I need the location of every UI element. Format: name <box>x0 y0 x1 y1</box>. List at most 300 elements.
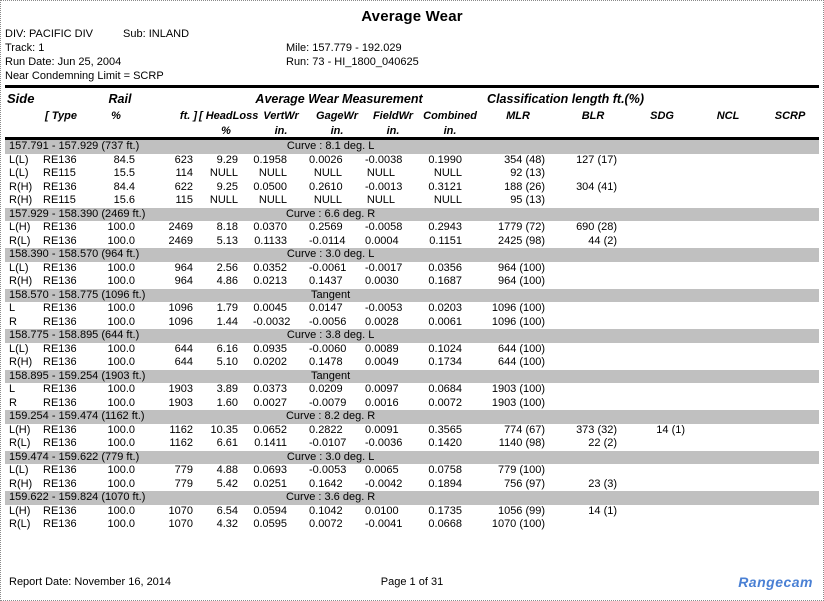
side-cell: L(H) <box>9 504 31 517</box>
fieldw-cell: 0.0100 <box>365 504 399 517</box>
rail-type-cell: RE136 <box>43 221 77 234</box>
rail-pct-cell: 100.0 <box>107 396 135 409</box>
scrp-cell <box>761 262 819 276</box>
gagew-cell: -0.0079 <box>309 396 347 409</box>
sdg-cell <box>629 505 695 519</box>
rail-ft-cell: 115 <box>175 194 194 207</box>
scrp-cell <box>761 437 819 451</box>
rail-ft-cell: 1096 <box>168 302 194 315</box>
rail-type-cell: RE136 <box>43 153 77 166</box>
gagew-cell: -0.0056 <box>309 315 347 328</box>
rail-ft-cell: 1096 <box>168 315 194 328</box>
sdg-cell <box>629 437 695 451</box>
fieldw-cell: 0.0030 <box>365 275 399 288</box>
headloss-cell: 4.88 <box>216 464 239 477</box>
table-row <box>5 235 819 249</box>
section-band <box>5 289 819 303</box>
headloss-cell: NULL <box>209 167 239 180</box>
scrp-cell <box>761 383 819 397</box>
combined-cell: 0.3565 <box>428 423 463 436</box>
section-band <box>5 451 819 465</box>
mile-run-block <box>286 41 419 69</box>
headloss-cell: 4.86 <box>216 275 239 288</box>
fieldw-cell: 0.0016 <box>365 396 399 409</box>
side-cell: R(H) <box>9 356 33 369</box>
blr-cell: 14 (1) <box>588 504 618 517</box>
rail-type-cell: RE136 <box>43 315 77 328</box>
vertw-cell: 0.0595 <box>253 518 288 531</box>
blr-cell <box>557 194 629 208</box>
vertw-cell: NULL <box>258 194 288 207</box>
rail-ft-cell: 964 <box>174 275 194 288</box>
rail-type-cell: RE115 <box>43 167 76 180</box>
page-number: Page 1 of 31 <box>380 576 444 588</box>
section-band-cell <box>5 370 819 384</box>
ncl-cell <box>695 235 761 249</box>
col-group-side: Side <box>7 91 35 106</box>
rail-pct-cell: 15.6 <box>113 194 135 207</box>
rail-pct-cell: 100.0 <box>107 437 135 450</box>
section-alignment: Tangent <box>311 288 351 301</box>
sdg-cell <box>629 235 695 249</box>
fieldw-cell: NULL <box>366 194 396 207</box>
blr-cell: 373 (32) <box>576 423 618 436</box>
blr-cell: 23 (3) <box>588 477 618 490</box>
blr-cell <box>557 356 629 370</box>
scrp-cell <box>761 464 819 478</box>
gagew-cell: 0.0072 <box>309 518 343 531</box>
mlr-cell: 964 (100) <box>497 261 546 274</box>
track-line: Track: 1 <box>5 42 45 54</box>
side-cell: L(H) <box>9 221 31 234</box>
ncl-cell <box>695 356 761 370</box>
headloss-cell: 5.10 <box>216 356 239 369</box>
sdg-cell: 14 (1) <box>656 423 686 436</box>
report-footer <box>1 576 823 592</box>
section-alignment: Curve : 8.2 deg. R <box>285 410 376 422</box>
run-date-line: Run Date: Jun 25, 2004 <box>5 56 122 68</box>
unit-combined-in: in. <box>443 125 457 137</box>
gagew-cell: NULL <box>313 194 343 207</box>
rail-pct-cell: 84.4 <box>113 180 135 193</box>
combined-cell: 0.1687 <box>428 275 463 288</box>
ncl-cell <box>695 167 761 181</box>
rail-pct-cell: 100.0 <box>107 423 135 436</box>
blr-cell: 127 (17) <box>576 153 618 166</box>
side-cell: L <box>9 302 16 315</box>
mlr-cell: 1903 (100) <box>491 396 546 409</box>
vertw-cell: NULL <box>258 167 288 180</box>
rail-pct-cell: 100.0 <box>107 234 135 247</box>
headloss-cell: 6.61 <box>216 437 239 450</box>
table-row <box>5 464 819 478</box>
mlr-cell: 188 (26) <box>504 180 546 193</box>
rail-ft-cell: 644 <box>174 342 194 355</box>
unit-vertw-in: in. <box>274 125 288 137</box>
col-header-blr: BLR <box>581 110 605 122</box>
combined-cell: 0.0668 <box>428 518 463 531</box>
blr-cell <box>557 275 629 289</box>
table-row <box>5 478 819 492</box>
headloss-cell: 9.29 <box>216 153 239 166</box>
vertw-cell: 0.1133 <box>254 234 288 247</box>
table-body <box>5 139 819 532</box>
section-mile-range: 158.775 - 158.895 (644 ft.) <box>9 329 140 341</box>
rail-ft-cell: 622 <box>174 180 194 193</box>
ncl-cell <box>695 154 761 168</box>
ncl-cell <box>695 343 761 357</box>
mile-line: Mile: 157.779 - 192.029 <box>286 42 402 54</box>
section-alignment: Curve : 6.6 deg. R <box>285 207 376 220</box>
gagew-cell: 0.1437 <box>309 275 343 288</box>
rail-ft-cell: 623 <box>174 153 194 166</box>
fieldw-cell: 0.0004 <box>365 234 399 247</box>
combined-cell: 0.1024 <box>428 342 463 355</box>
unit-fieldw-in: in. <box>386 125 400 137</box>
rail-pct-cell: 100.0 <box>107 383 135 396</box>
fieldw-cell: -0.0038 <box>365 153 403 166</box>
col-header-type: [ Type <box>45 110 77 122</box>
sdg-cell <box>629 356 695 370</box>
blr-cell: 690 (28) <box>576 221 618 234</box>
vertw-cell: 0.0251 <box>253 477 288 490</box>
division-value: DIV: PACIFIC DIV <box>5 28 94 40</box>
rail-type-cell: RE136 <box>43 356 77 369</box>
vertw-cell: 0.0935 <box>253 342 288 355</box>
rail-ft-cell: 779 <box>174 464 194 477</box>
rail-pct-cell: 100.0 <box>107 464 135 477</box>
scrp-cell <box>761 478 819 492</box>
table-row <box>5 275 819 289</box>
side-cell: L(H) <box>9 423 31 436</box>
rail-ft-cell: 114 <box>175 167 194 180</box>
ncl-cell <box>695 464 761 478</box>
vertw-cell: 0.0027 <box>253 396 288 409</box>
mlr-cell: 1056 (99) <box>497 504 546 517</box>
headloss-cell: 9.25 <box>216 180 239 193</box>
rail-pct-cell: 84.5 <box>113 153 135 166</box>
mlr-cell: 756 (97) <box>504 477 546 490</box>
section-alignment: Tangent <box>311 369 351 382</box>
side-cell: L(L) <box>9 464 29 477</box>
vertw-cell: 0.1411 <box>254 437 288 450</box>
report-title: Average Wear <box>361 8 463 25</box>
sdg-cell <box>629 181 695 195</box>
scrp-cell <box>761 316 819 330</box>
rail-pct-cell: 15.5 <box>113 167 135 180</box>
sdg-cell <box>629 518 695 532</box>
fieldw-cell: -0.0041 <box>365 518 403 531</box>
combined-cell: 0.1420 <box>428 437 463 450</box>
section-band <box>5 370 819 384</box>
rail-ft-cell: 1070 <box>168 504 194 517</box>
side-cell: R(L) <box>9 518 31 531</box>
combined-cell: 0.1990 <box>428 153 463 166</box>
table-row <box>5 505 819 519</box>
sdg-cell <box>629 478 695 492</box>
section-alignment: Curve : 3.8 deg. L <box>286 329 375 341</box>
vertw-cell: -0.0032 <box>253 315 291 328</box>
headloss-cell: 8.18 <box>216 221 239 234</box>
rail-type-cell: RE115 <box>43 194 76 207</box>
rail-ft-cell: 1903 <box>168 383 194 396</box>
ncl-cell <box>695 275 761 289</box>
rail-ft-cell: 1162 <box>169 437 194 450</box>
rail-type-cell: RE136 <box>43 464 77 477</box>
headloss-cell: 5.13 <box>216 234 239 247</box>
scrp-cell <box>761 235 819 249</box>
mlr-cell: 1903 (100) <box>491 383 546 396</box>
vertw-cell: 0.0373 <box>253 383 288 396</box>
ncl-cell <box>695 478 761 492</box>
mlr-cell: 1779 (72) <box>497 221 546 234</box>
sdg-cell <box>629 194 695 208</box>
section-alignment: Curve : 3.0 deg. L <box>286 450 375 463</box>
mlr-cell: 92 (13) <box>510 167 546 180</box>
rail-type-cell: RE136 <box>43 275 77 288</box>
headloss-cell: 6.54 <box>216 504 239 517</box>
combined-cell: 0.3121 <box>428 180 463 193</box>
unit-headloss-pct: % <box>221 125 231 137</box>
vertw-cell: 0.0594 <box>253 504 288 517</box>
rail-pct-cell: 100.0 <box>107 315 135 328</box>
side-cell: R <box>9 396 17 409</box>
table-row <box>5 437 819 451</box>
gagew-cell: -0.0061 <box>309 261 347 274</box>
combined-cell: NULL <box>433 167 463 180</box>
col-header-gagew: GageWr <box>316 110 358 122</box>
sdg-cell <box>629 221 695 235</box>
rail-ft-cell: 2469 <box>168 221 194 234</box>
gagew-cell: NULL <box>313 167 343 180</box>
blr-cell <box>557 262 629 276</box>
fieldw-cell: -0.0058 <box>365 221 403 234</box>
gagew-cell: 0.1478 <box>309 356 343 369</box>
side-cell: L(L) <box>9 153 29 166</box>
combined-cell: 0.0203 <box>428 302 463 315</box>
combined-cell: 0.0356 <box>428 261 463 274</box>
mlr-cell: 779 (100) <box>497 464 546 477</box>
combined-cell: 0.0684 <box>428 383 463 396</box>
combined-cell: 0.1894 <box>428 477 463 490</box>
scrp-cell <box>761 397 819 411</box>
rail-pct-cell: 100.0 <box>107 356 135 369</box>
blr-cell: 44 (2) <box>588 234 618 247</box>
combined-cell: 0.0072 <box>428 396 463 409</box>
headloss-cell: 3.89 <box>216 383 239 396</box>
mlr-cell: 1140 (98) <box>498 437 546 450</box>
scrp-cell <box>761 518 819 532</box>
section-band <box>5 139 819 154</box>
combined-cell: 0.1151 <box>429 234 463 247</box>
mlr-cell: 95 (13) <box>510 194 546 207</box>
col-header-headloss: [ HeadLoss <box>199 110 259 122</box>
col-header-rail-pct: % <box>111 110 121 122</box>
gagew-cell: 0.1642 <box>309 477 343 490</box>
gagew-cell: 0.0209 <box>309 383 343 396</box>
vertw-cell: 0.0500 <box>253 180 288 193</box>
table-row <box>5 221 819 235</box>
side-cell: R(H) <box>9 180 33 193</box>
blr-cell: 22 (2) <box>588 437 618 450</box>
rail-pct-cell: 100.0 <box>107 342 135 355</box>
gagew-cell: 0.2822 <box>309 423 343 436</box>
headloss-cell: 4.32 <box>216 518 239 531</box>
ncl-cell <box>695 437 761 451</box>
sdg-cell <box>629 154 695 168</box>
ncl-cell <box>695 316 761 330</box>
blr-cell <box>557 343 629 357</box>
near-condemning-limit-line: Near Condemning Limit = SCRP <box>5 70 164 82</box>
sdg-cell <box>629 302 695 316</box>
section-alignment: Curve : 3.6 deg. R <box>285 491 376 503</box>
gagew-cell: -0.0060 <box>309 342 347 355</box>
table-row <box>5 397 819 411</box>
scrp-cell <box>761 221 819 235</box>
col-header-fieldw: FieldWr <box>372 110 414 122</box>
rail-ft-cell: 644 <box>174 356 194 369</box>
combined-cell: 0.0758 <box>428 464 463 477</box>
col-header-rail-ft: ft. ] <box>179 110 198 122</box>
section-band-cell <box>5 491 819 505</box>
div-sub-line <box>5 27 819 41</box>
section-band <box>5 410 819 424</box>
side-cell: L(L) <box>9 342 29 355</box>
vertw-cell: 0.0352 <box>253 261 288 274</box>
wear-table <box>5 88 819 532</box>
rail-ft-cell: 1162 <box>169 423 194 436</box>
gagew-cell: 0.2610 <box>309 180 343 193</box>
rail-ft-cell: 1070 <box>168 518 194 531</box>
col-header-scrp: SCRP <box>774 110 806 122</box>
section-band <box>5 208 819 222</box>
mlr-cell: 1096 (100) <box>491 315 546 328</box>
scrp-cell <box>761 424 819 438</box>
fieldw-cell: 0.0089 <box>365 342 399 355</box>
mlr-cell: 644 (100) <box>497 342 546 355</box>
headloss-cell: 1.44 <box>216 315 239 328</box>
rail-pct-cell: 100.0 <box>107 504 135 517</box>
headloss-cell: 10.35 <box>210 423 239 436</box>
side-cell: R(H) <box>9 275 33 288</box>
section-mile-range: 158.570 - 158.775 (1096 ft.) <box>9 288 146 301</box>
scrp-cell <box>761 154 819 168</box>
table-row <box>5 181 819 195</box>
subdivision-value: Sub: INLAND <box>123 28 190 40</box>
headloss-cell: 2.56 <box>216 261 239 274</box>
rail-type-cell: RE136 <box>43 437 77 450</box>
report-header-info <box>1 25 823 85</box>
fieldw-cell: -0.0036 <box>365 437 403 450</box>
table-row <box>5 343 819 357</box>
rail-type-cell: RE136 <box>43 383 77 396</box>
gagew-cell: 0.2569 <box>309 221 343 234</box>
combined-cell: NULL <box>433 194 463 207</box>
rail-type-cell: RE136 <box>43 518 77 531</box>
section-band-cell <box>5 248 819 262</box>
fieldw-cell: -0.0013 <box>365 180 403 193</box>
fieldw-cell: 0.0097 <box>365 383 399 396</box>
gagew-cell: -0.0053 <box>309 464 347 477</box>
rail-type-cell: RE136 <box>43 477 77 490</box>
section-mile-range: 157.929 - 158.390 (2469 ft.) <box>9 207 146 220</box>
mlr-cell: 354 (48) <box>504 153 546 166</box>
mlr-cell: 964 (100) <box>497 275 546 288</box>
headloss-cell: 5.42 <box>216 477 239 490</box>
side-cell: R(H) <box>9 477 33 490</box>
ncl-cell <box>695 181 761 195</box>
ncl-cell <box>695 424 761 438</box>
rail-ft-cell: 1903 <box>168 396 194 409</box>
mlr-cell: 1070 (100) <box>491 518 546 531</box>
blr-cell <box>557 167 629 181</box>
table-row <box>5 154 819 168</box>
rail-type-cell: RE136 <box>43 342 77 355</box>
rail-type-cell: RE136 <box>43 302 77 315</box>
fieldw-cell: NULL <box>366 167 396 180</box>
section-mile-range: 158.390 - 158.570 (964 ft.) <box>9 248 140 260</box>
section-band-cell <box>5 329 819 343</box>
vertw-cell: 0.0213 <box>253 275 288 288</box>
sdg-cell <box>629 343 695 357</box>
col-header-vertw: VertWr <box>263 110 299 122</box>
section-band-cell <box>5 139 819 154</box>
rail-pct-cell: 100.0 <box>107 275 135 288</box>
gagew-cell: -0.0114 <box>309 234 346 247</box>
fieldw-cell: 0.0065 <box>365 464 399 477</box>
blr-cell <box>557 397 629 411</box>
section-mile-range: 159.254 - 159.474 (1162 ft.) <box>9 410 145 422</box>
blr-cell <box>557 518 629 532</box>
vertw-cell: 0.0202 <box>253 356 288 369</box>
rail-ft-cell: 779 <box>174 477 194 490</box>
mlr-cell: 774 (67) <box>504 423 546 436</box>
ncl-cell <box>695 518 761 532</box>
side-cell: L <box>9 383 16 396</box>
table-row <box>5 424 819 438</box>
table-row <box>5 316 819 330</box>
scrp-cell <box>761 167 819 181</box>
sdg-cell <box>629 275 695 289</box>
headloss-cell: 6.16 <box>216 342 239 355</box>
rail-ft-cell: 2469 <box>168 234 194 247</box>
rail-type-cell: RE136 <box>43 234 77 247</box>
side-cell: R <box>9 315 17 328</box>
table-header <box>5 88 819 139</box>
combined-cell: 0.1735 <box>428 504 463 517</box>
vertw-cell: 0.0045 <box>253 302 288 315</box>
fieldw-cell: 0.0091 <box>365 423 399 436</box>
headloss-cell: 1.60 <box>216 396 239 409</box>
side-cell: R(L) <box>9 234 31 247</box>
rail-type-cell: RE136 <box>43 261 77 274</box>
col-header-ncl: NCL <box>716 110 740 122</box>
vertw-cell: 0.0693 <box>253 464 288 477</box>
sdg-cell <box>629 397 695 411</box>
section-mile-range: 159.474 - 159.622 (779 ft.) <box>9 450 140 463</box>
sdg-cell <box>629 316 695 330</box>
combined-cell: 0.2943 <box>428 221 463 234</box>
ncl-cell <box>695 262 761 276</box>
ncl-cell <box>695 221 761 235</box>
vertw-cell: 0.1958 <box>253 153 288 166</box>
ncl-cell <box>695 194 761 208</box>
rail-pct-cell: 100.0 <box>107 302 135 315</box>
section-mile-range: 158.895 - 159.254 (1903 ft.) <box>9 369 146 382</box>
col-header-sdg: SDG <box>650 110 674 122</box>
side-cell: L(L) <box>9 167 29 180</box>
table-row <box>5 262 819 276</box>
